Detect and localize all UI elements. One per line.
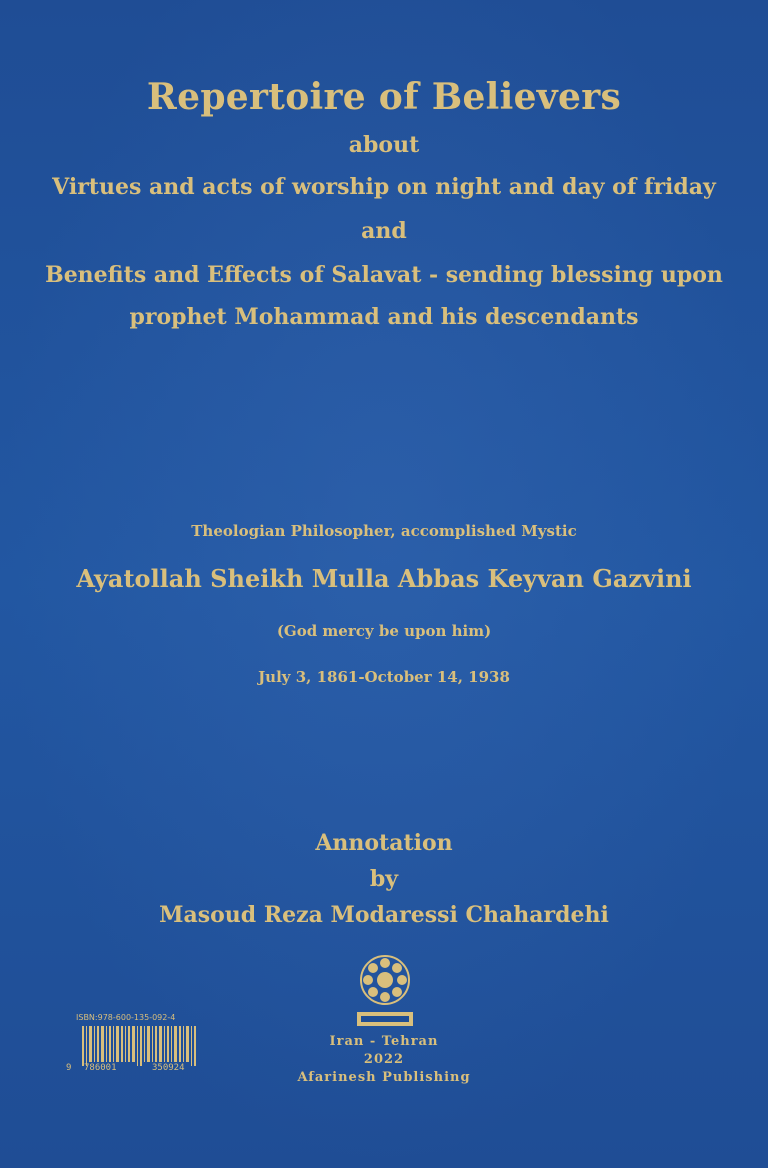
publisher-city: Iran - Tehran: [329, 1034, 439, 1049]
annotator-name: Masoud Reza Modaressi Chahardehi: [159, 902, 609, 928]
subtitle-line-3: prophet Mohammad and his descendants: [129, 304, 639, 330]
barcode-digit-first: 9: [66, 1063, 72, 1073]
about-label: about: [348, 132, 420, 158]
barcode-digits-right: 350924: [152, 1063, 185, 1073]
book-title: Repertoire of Believers: [146, 76, 622, 118]
subtitle-line-2: Benefits and Effects of Salavat - sending blessing upon: [45, 262, 723, 288]
publisher-name: Afarinesh Publishing: [297, 1070, 471, 1085]
by-label: by: [369, 866, 399, 892]
author-blessing: (God mercy be upon him): [276, 622, 492, 640]
annotation-label: Annotation: [315, 830, 453, 856]
subtitle-line-1: Virtues and acts of worship on night and day of friday: [52, 174, 716, 200]
and-label: and: [361, 218, 407, 244]
barcode-digits-left: 786001: [84, 1063, 117, 1073]
author-role: Theologian Philosopher, accomplished Mystic: [191, 522, 577, 540]
author-name: Ayatollah Sheikh Mulla Abbas Keyvan Gazvini: [76, 564, 692, 593]
publication-year: 2022: [363, 1052, 405, 1067]
isbn-label: ISBN:978-600-135-092-4: [76, 1013, 176, 1022]
author-dates: July 3, 1861-October 14, 1938: [258, 668, 510, 686]
publisher-logo-icon: [354, 952, 416, 1032]
